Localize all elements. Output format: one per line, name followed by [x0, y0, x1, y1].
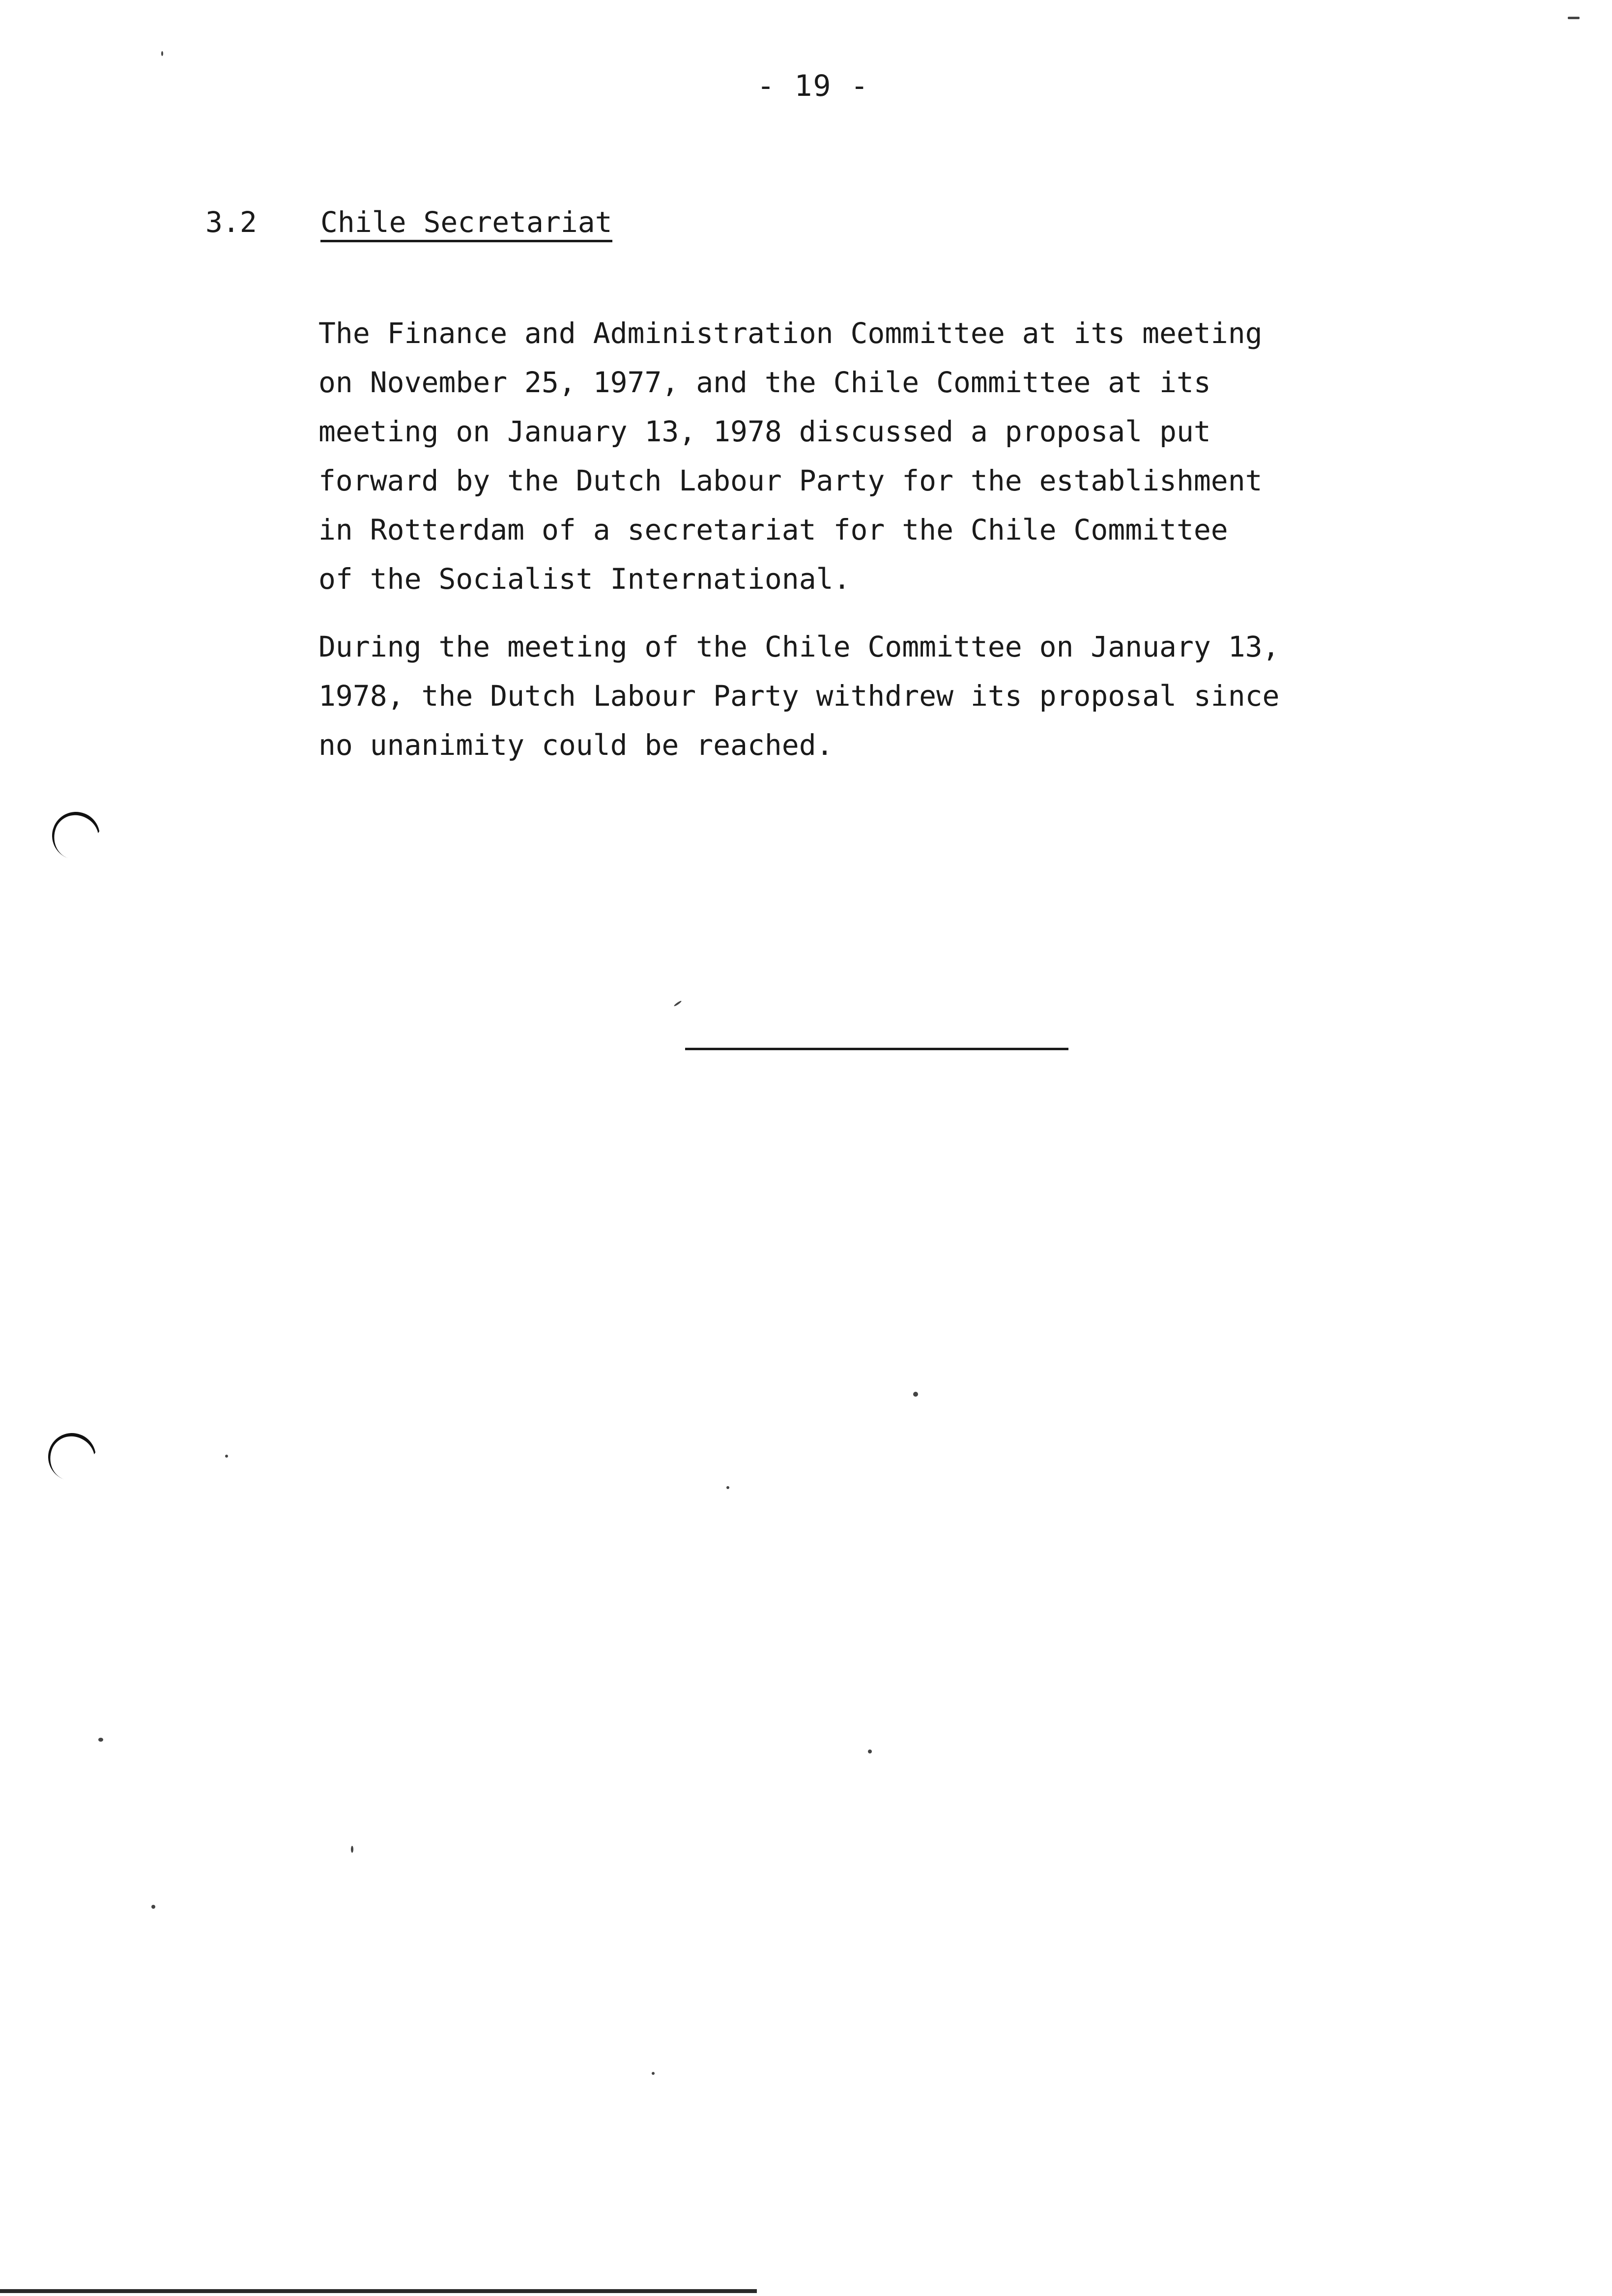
paragraph-line: The Finance and Administration Committee at its meeting	[318, 316, 1263, 350]
scan-speck	[151, 1905, 155, 1909]
paragraph-line: no unanimity could be reached.	[318, 728, 834, 762]
paragraph-proposal	[318, 309, 1459, 603]
section-end-rule	[685, 1048, 1068, 1050]
paragraph-withdrawal	[318, 622, 1459, 770]
paragraph-line: forward by the Dutch Labour Party for the establishment	[318, 464, 1263, 497]
paragraph-line: in Rotterdam of a secretariat for the Chile Committee	[318, 513, 1228, 546]
scan-speck	[1568, 17, 1580, 19]
punch-hole-mark	[45, 805, 106, 866]
paragraph-line: During the meeting of the Chile Committee on January 13,	[318, 630, 1280, 663]
scan-speck	[161, 51, 163, 56]
punch-hole-mark	[41, 1426, 102, 1487]
scan-speck	[913, 1392, 918, 1397]
scan-speck	[726, 1486, 729, 1489]
page-number: - 19 -	[757, 69, 869, 103]
page-bottom-edge	[0, 2289, 757, 2293]
section-title: Chile Secretariat	[320, 205, 612, 242]
paragraph-line: on November 25, 1977, and the Chile Committee at its	[318, 366, 1211, 399]
paragraph-line: meeting on January 13, 1978 discussed a proposal put	[318, 415, 1211, 448]
scan-speck	[652, 2072, 655, 2075]
scan-speck	[868, 1750, 872, 1753]
paragraph-line: of the Socialist International.	[318, 562, 851, 596]
scan-speck	[225, 1455, 228, 1458]
scan-speck	[673, 1000, 682, 1007]
paragraph-line: 1978, the Dutch Labour Party withdrew its proposal since	[318, 679, 1280, 713]
section-number: 3.2	[205, 205, 257, 239]
scan-speck	[98, 1738, 103, 1742]
scan-speck	[351, 1846, 353, 1853]
